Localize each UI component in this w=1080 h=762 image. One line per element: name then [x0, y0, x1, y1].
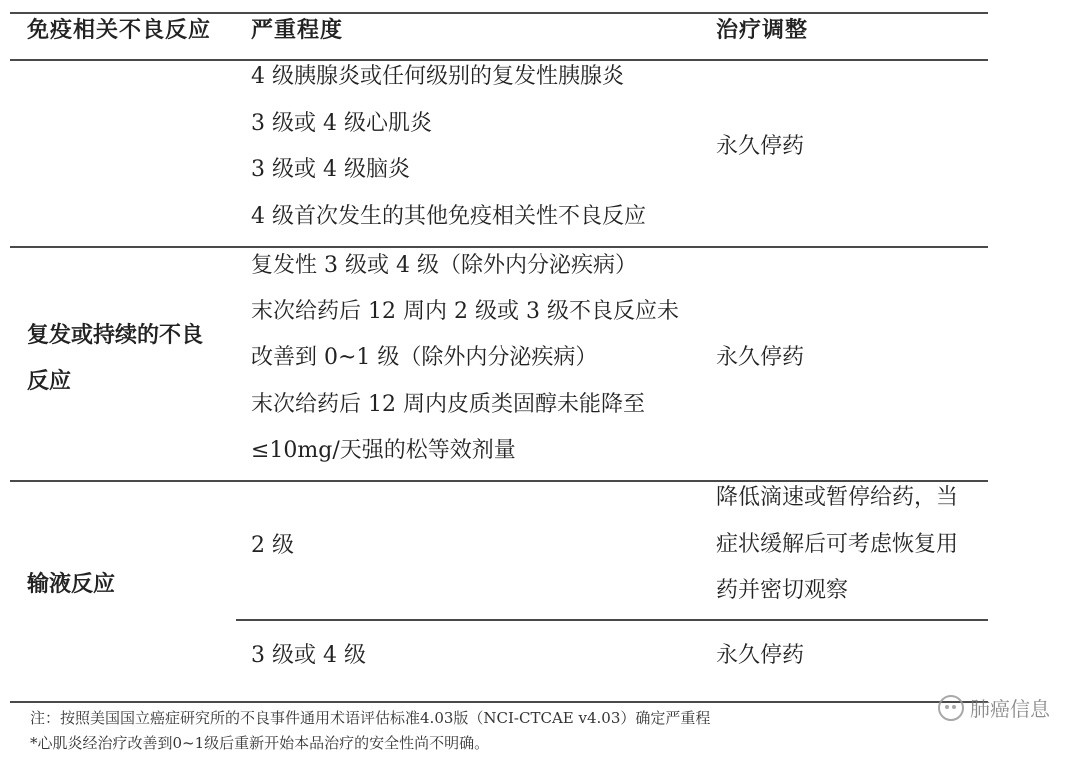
- watermark: [938, 693, 1050, 722]
- row2-severity-line2: 末次给药后 12 周内 2 级或 3 级不良反应未: [251, 299, 679, 324]
- row2-severity-line4: 末次给药后 12 周内皮质类固醇未能降至: [251, 392, 645, 417]
- row2-bottom-rule: [10, 480, 988, 482]
- header-category: 免疫相关不良反应: [27, 18, 212, 43]
- row2-category-line1: 复发或持续的不良: [27, 323, 204, 348]
- row1-bottom-rule: [10, 246, 988, 248]
- footnote-1: 注：按照美国国立癌症研究所的不良事件通用术语评估标准4.03版（NCI-CTCAE v4.03）确定严重程: [30, 709, 711, 727]
- wechat-icon: [938, 695, 964, 721]
- table-top-rule: [10, 12, 988, 14]
- row2-severity-line3: 改善到 0~1 级（除外内分泌疾病）: [251, 345, 598, 370]
- row2-severity-line5: ≤10mg/天强的松等效剂量: [251, 438, 516, 463]
- row1-treatment: 永久停药: [716, 134, 805, 159]
- row4-severity: 3 级或 4 级: [251, 643, 366, 668]
- row1-severity-line4: 4 级首次发生的其他免疫相关性不良反应: [251, 204, 646, 229]
- header-bottom-rule: [10, 59, 988, 61]
- row2-treatment: 永久停药: [716, 345, 805, 370]
- row3-bottom-rule: [236, 619, 988, 621]
- watermark-text: 肺癌信息: [970, 697, 1050, 721]
- row1-severity-line3: 3 级或 4 级脑炎: [251, 157, 410, 182]
- row1-severity-line2: 3 级或 4 级心肌炎: [251, 111, 432, 136]
- row3-treatment-line1: 降低滴速或暂停给药，当: [716, 485, 959, 510]
- header-severity: 严重程度: [251, 18, 344, 43]
- table-bottom-rule: [10, 701, 988, 703]
- footnote-2: *心肌炎经治疗改善到0~1级后重新开始本品治疗的安全性尚不明确。: [30, 734, 490, 752]
- row1-severity-line1: 4 级胰腺炎或任何级别的复发性胰腺炎: [251, 64, 624, 89]
- row2-severity-line1: 复发性 3 级或 4 级（除外内分泌疾病）: [251, 253, 637, 278]
- row3-treatment-line2: 症状缓解后可考虑恢复用: [716, 532, 959, 557]
- row3-treatment-line3: 药并密切观察: [716, 578, 849, 603]
- row2-category-line2: 反应: [27, 369, 72, 394]
- header-treatment: 治疗调整: [716, 18, 809, 43]
- row3-severity: 2 级: [251, 533, 294, 558]
- row4-treatment: 永久停药: [716, 643, 805, 668]
- row3-category: 输液反应: [27, 572, 116, 597]
